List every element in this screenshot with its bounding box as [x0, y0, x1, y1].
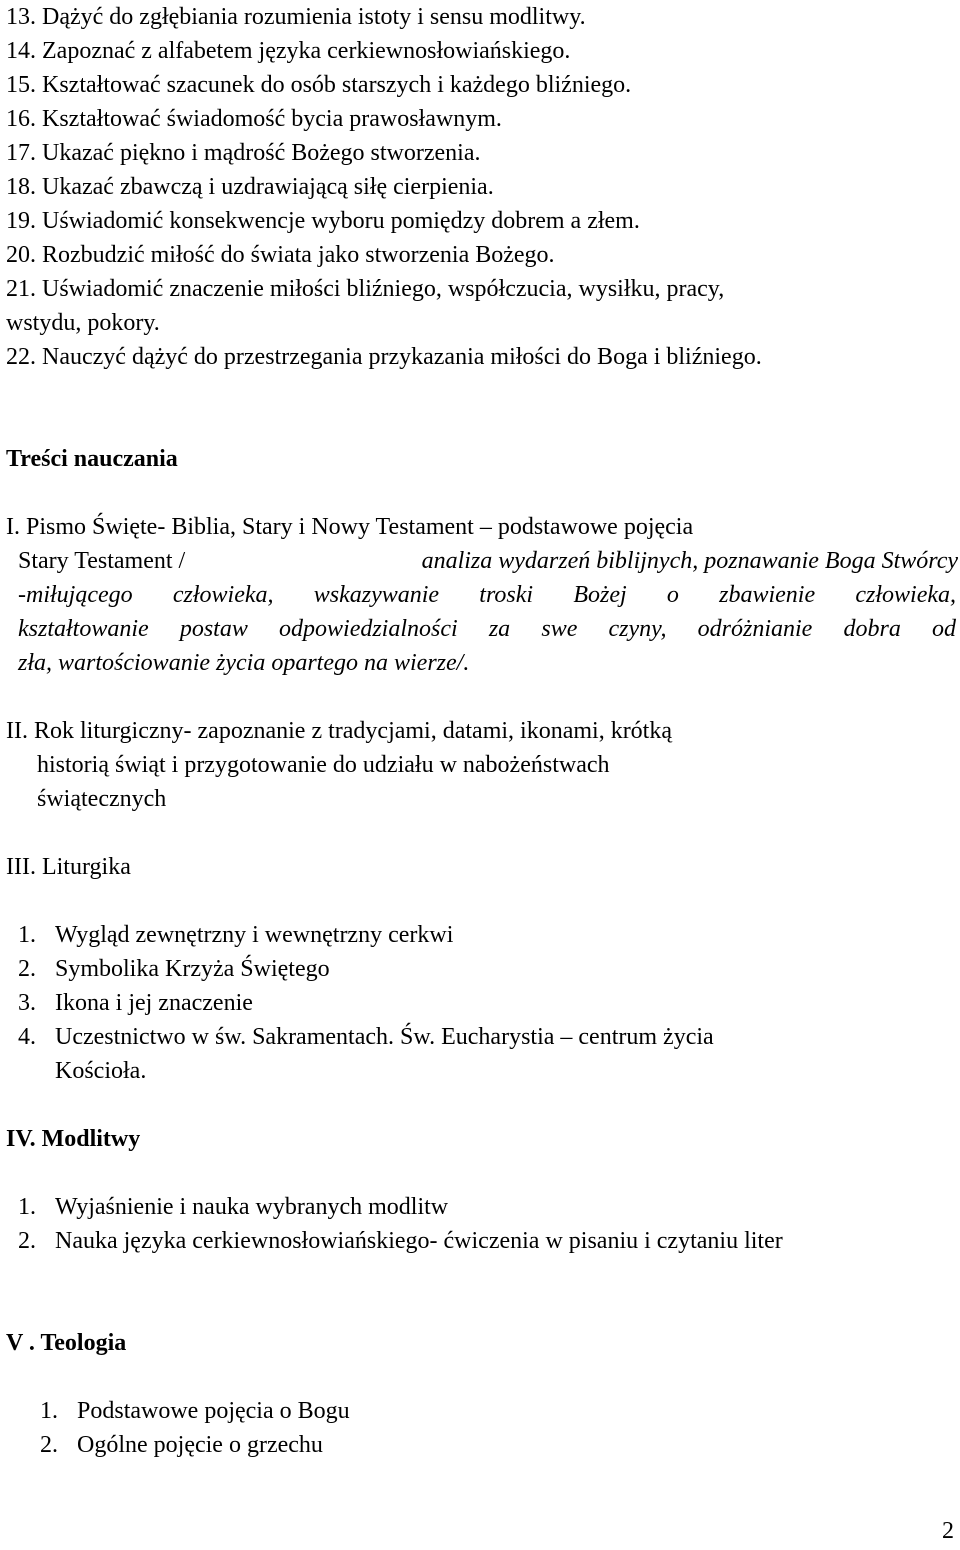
- list-item: 2. Symbolika Krzyża Świętego: [18, 956, 330, 982]
- goal-item-17: 17. Ukazać piękno i mądrość Bożego stworzenia.: [6, 140, 481, 166]
- section-1-line-2: Stary Testament / analiza wydarzeń biblijnych, poznawanie Boga Stwórcy: [18, 548, 958, 574]
- goal-item-20: 20. Rozbudzić miłość do świata jako stworzenia Bożego.: [6, 242, 555, 268]
- section-4-heading: IV. Modlitwy: [6, 1126, 141, 1152]
- list-item: 1. Wyjaśnienie i nauka wybranych modlitw: [18, 1194, 449, 1220]
- goal-item-14: 14. Zapoznać z alfabetem języka cerkiewnosłowiańskiego.: [6, 38, 571, 64]
- goal-item-13: 13. Dążyć do zgłębiania rozumienia istoty i sensu modlitwy.: [6, 4, 586, 30]
- content-heading: Treści nauczania: [6, 446, 178, 472]
- section-1-line-3: -miłującego człowieka, wskazywanie troski Bożej o zbawienie człowieka,: [18, 582, 956, 608]
- goal-item-21: 21. Uświadomić znaczenie miłości bliźniego, współczucia, wysiłku, pracy,: [6, 276, 725, 302]
- goal-item-16: 16. Kształtować świadomość bycia prawosławnym.: [6, 106, 502, 132]
- section-1-title: I. Pismo Święte- Biblia, Stary i Nowy Testament – podstawowe pojęcia: [6, 514, 694, 540]
- goal-item-19: 19. Uświadomić konsekwencje wyboru pomiędzy dobrem a złem.: [6, 208, 640, 234]
- list-item: 3. Ikona i jej znaczenie: [18, 990, 253, 1016]
- list-item: 4. Uczestnictwo w św. Sakramentach. Św. Eucharystia – centrum życia: [18, 1024, 714, 1050]
- section-1-line-5: zła, wartościowanie życia opartego na wierze/.: [18, 650, 470, 676]
- section-1-line-4: kształtowanie postaw odpowiedzialności za swe czyny, odróżnianie dobra od: [18, 616, 956, 642]
- page-number: 2: [942, 1518, 954, 1544]
- section-2-title: II. Rok liturgiczny- zapoznanie z tradycjami, datami, ikonami, krótką: [6, 718, 672, 744]
- list-item: 1. Podstawowe pojęcia o Bogu: [40, 1398, 350, 1424]
- goal-item-15: 15. Kształtować szacunek do osób starszych i każdego bliźniego.: [6, 72, 632, 98]
- goal-item-21-continuation: wstydu, pokory.: [6, 310, 160, 336]
- list-item: 2. Nauka języka cerkiewnosłowiańskiego- ćwiczenia w pisaniu i czytaniu liter: [18, 1228, 783, 1254]
- list-item: 2. Ogólne pojęcie o grzechu: [40, 1432, 323, 1458]
- goal-item-18: 18. Ukazać zbawczą i uzdrawiającą siłę cierpienia.: [6, 174, 494, 200]
- section-5-heading: V . Teologia: [6, 1330, 127, 1356]
- section-3-heading: III. Liturgika: [6, 854, 131, 880]
- list-item: 1. Wygląd zewnętrzny i wewnętrzny cerkwi: [18, 922, 454, 948]
- section-2-line-2: historią świąt i przygotowanie do udziału w nabożeństwach: [37, 752, 610, 778]
- goal-item-22: 22. Nauczyć dążyć do przestrzegania przykazania miłości do Boga i bliźniego.: [6, 344, 762, 370]
- section-2-line-3: świątecznych: [37, 786, 167, 812]
- list-item-continuation: Kościoła.: [55, 1058, 147, 1084]
